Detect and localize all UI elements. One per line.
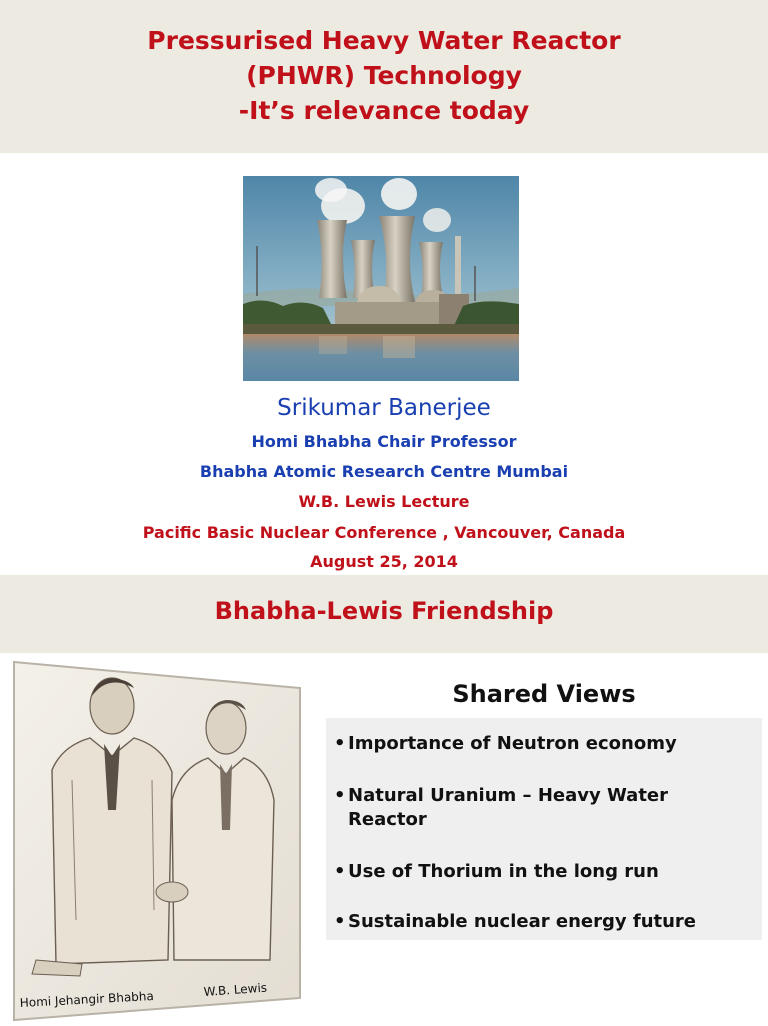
caption-bhabha: Homi Jehangir Bhabha: [19, 988, 155, 1010]
shared-views-list: [326, 718, 762, 940]
list-item: • Natural Uranium – Heavy Water Reactor: [334, 785, 669, 830]
nuclear-plant-photo: [243, 176, 519, 381]
bhabha-lewis-sketch: [12, 660, 302, 1022]
caption-lewis: W.B. Lewis: [203, 980, 268, 999]
bullet-icon: •: [334, 785, 346, 806]
list-item: • Sustainable nuclear energy future: [334, 911, 697, 932]
section-title: Bhabha-Lewis Friendship: [214, 597, 554, 625]
bullet-icon: •: [334, 861, 346, 882]
conference-name: Pacific Basic Nuclear Conference , Vancouver, Canada: [142, 523, 626, 542]
speaker-position: Homi Bhabha Chair Professor: [251, 432, 517, 451]
title-band: [0, 0, 768, 153]
lecture-name: W.B. Lewis Lecture: [298, 492, 470, 511]
bullet-icon: •: [334, 911, 346, 932]
section-band: [0, 575, 768, 653]
shared-views-heading: Shared Views: [452, 680, 636, 708]
slide-title-line3: -It’s relevance today: [238, 96, 530, 125]
slide-title-line1: Pressurised Heavy Water Reactor: [147, 26, 621, 55]
list-item: • Use of Thorium in the long run: [334, 861, 659, 882]
slide-title-line2: (PHWR) Technology: [246, 61, 522, 90]
list-item: • Importance of Neutron economy: [334, 733, 677, 754]
speaker-name: Srikumar Banerjee: [277, 395, 491, 421]
lecture-date: August 25, 2014: [310, 552, 458, 571]
speaker-institution: Bhabha Atomic Research Centre Mumbai: [199, 462, 569, 481]
bullet-icon: •: [334, 733, 346, 754]
